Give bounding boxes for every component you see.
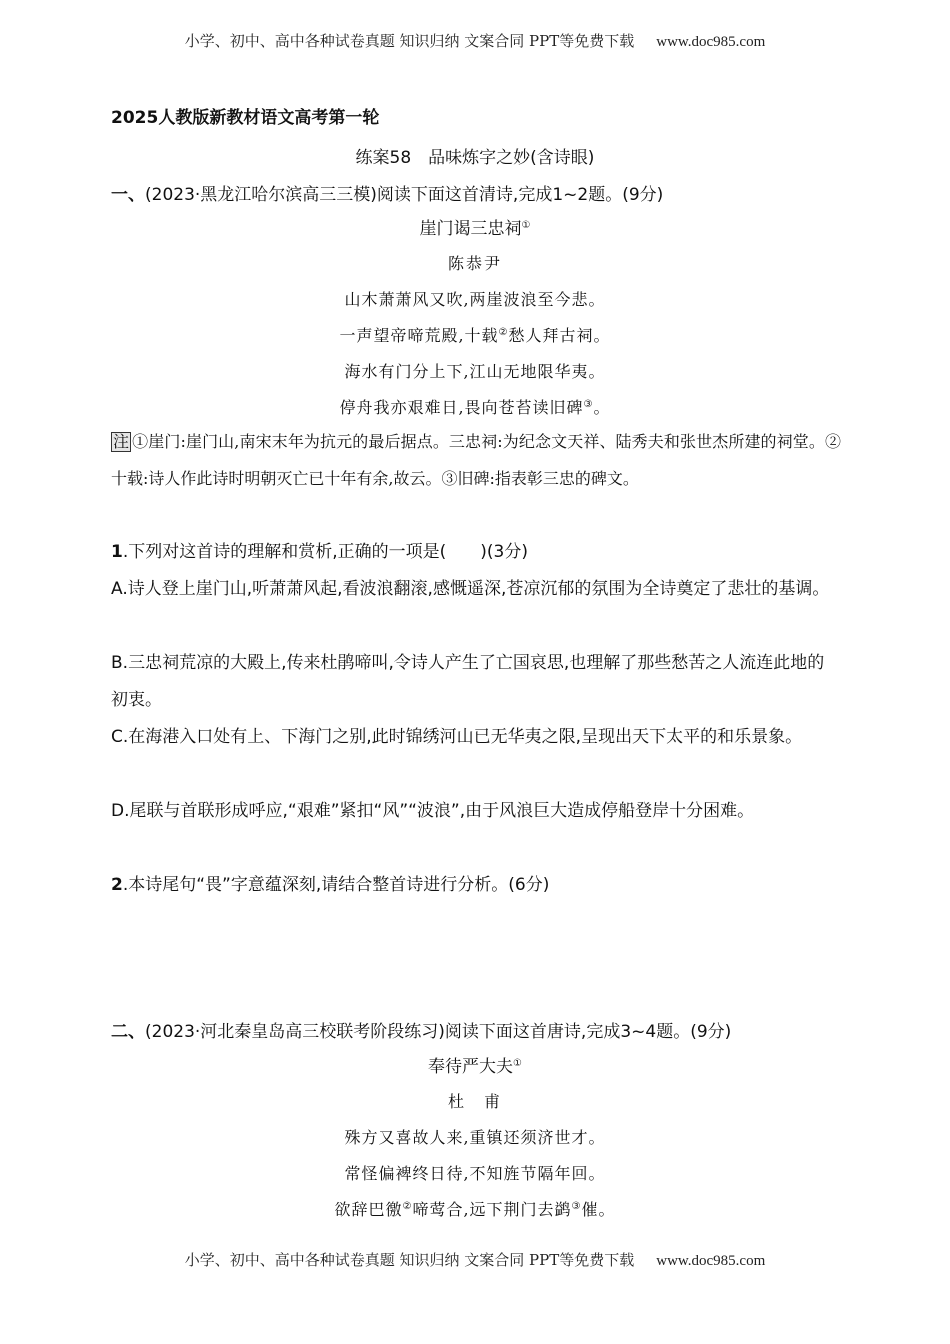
poem2-line-3-b: 啼莺合,远下荆门去鹢 — [412, 1200, 572, 1219]
poem2-line-3-a: 欲辞巴徼 — [334, 1200, 403, 1219]
section1-label: 一、 — [111, 185, 145, 205]
poem2-line-2: 常怪偏裨终日待,不知旌节隔年回。 — [344, 1164, 606, 1183]
page-header — [0, 30, 950, 51]
header-text: 小学、初中、高中各种试卷真题 知识归纳 文案合同 PPT等免费下载 — [184, 32, 635, 50]
poem1-line-2-a: 一声望帝啼荒殿,十载 — [339, 326, 499, 345]
poem1-line-2-b: 愁人拜古祠。 — [508, 326, 611, 345]
poem1-line-1: 山木萧萧风又吹,两崖波浪至今悲。 — [344, 290, 606, 309]
section2-label: 二、 — [111, 1022, 145, 1042]
poem1-line-4-end: 。 — [593, 398, 611, 417]
question-2-text: .本诗尾句“畏”字意蕴深刻,请结合整首诗进行分析。(6分) — [122, 875, 550, 895]
poem1-title-text: 崖门谒三忠祠 — [419, 219, 522, 239]
poem1-line-3: 海水有门分上下,江山无地限华夷。 — [344, 362, 606, 381]
footer-text: 小学、初中、高中各种试卷真题 知识归纳 文案合同 PPT等免费下载 — [184, 1251, 635, 1269]
section2-intro — [111, 1017, 731, 1042]
poem1-notes — [111, 423, 841, 497]
option-a: A.诗人登上崖门山,听萧萧风起,看波浪翻滚,感慨遥深,苍凉沉郁的氛围为全诗奠定了悲壮的基调。 — [111, 579, 830, 599]
page-footer — [0, 1249, 950, 1270]
poem2-author: 杜 甫 — [447, 1092, 502, 1111]
question-1 — [111, 534, 841, 571]
poem2-line-3 — [0, 1197, 950, 1220]
section1-intro — [111, 180, 663, 205]
poem2-title-mark: ① — [513, 1058, 522, 1069]
question-2-number: 2 — [111, 875, 123, 895]
question-1-number: 1 — [111, 542, 123, 562]
poem2-title — [0, 1052, 950, 1077]
question-2 — [111, 867, 841, 904]
section2-intro-text: (2023·河北秦皇岛高三校联考阶段练习)阅读下面这首唐诗,完成3~4题。(9分) — [145, 1022, 732, 1042]
poem2-line-1: 殊方又喜故人来,重镇还须济世才。 — [344, 1128, 606, 1147]
poem2-title-text: 奉待严大夫 — [428, 1057, 514, 1077]
question-1-text: .下列对这首诗的理解和赏析,正确的一项是( )(3分) — [122, 542, 528, 562]
poem1-line-4-mark: ③ — [583, 399, 594, 410]
note-label: 注 — [113, 432, 130, 451]
poem1-line-4 — [0, 395, 950, 418]
poem2-line-3-mark: ② — [402, 1201, 413, 1212]
poem1-line-2 — [0, 323, 950, 346]
option-d: D.尾联与首联形成呼应,“艰难”紧扣“风”“波浪”,由于风浪巨大造成停船登岸十分困难。 — [111, 801, 755, 821]
poem1-line-4-a: 停舟我亦艰难日,畏向苍苔读旧碑 — [339, 398, 584, 417]
header-url[interactable]: www.doc985.com — [656, 34, 766, 50]
note-text: ①崖门:崖门山,南宋末年为抗元的最后据点。三忠祠:为纪念文天祥、陆秀夫和张世杰所建的祠堂。②十载:诗人作此诗时明朝灭亡已十年有余,故云。③旧碑:指表彰三忠的碑文。 — [111, 432, 841, 488]
poem1-title-mark: ① — [521, 220, 531, 231]
poem1-line-2-mark: ② — [498, 327, 509, 338]
poem2-line-3-end: 催。 — [581, 1200, 616, 1219]
footer-url[interactable]: www.doc985.com — [656, 1253, 766, 1269]
document-title: 2025人教版新教材语文高考第一轮 — [111, 108, 380, 128]
section1-intro-text: (2023·黑龙江哈尔滨高三三模)阅读下面这首清诗,完成1~2题。(9分) — [145, 185, 664, 205]
poem1-author: 陈恭尹 — [447, 254, 502, 273]
poem1-title — [0, 214, 950, 239]
document-subtitle: 练案58 品味炼字之妙(含诗眼) — [355, 148, 595, 168]
option-b: B.三忠祠荒凉的大殿上,传来杜鹃啼叫,令诗人产生了亡国哀思,也理解了那些愁苦之人流连此地的初衷。 — [111, 653, 825, 710]
option-c: C.在海港入口处有上、下海门之别,此时锦绣河山已无华夷之限,呈现出天下太平的和乐景象。 — [111, 727, 803, 747]
poem2-line-3-mark2: ③ — [571, 1201, 582, 1212]
